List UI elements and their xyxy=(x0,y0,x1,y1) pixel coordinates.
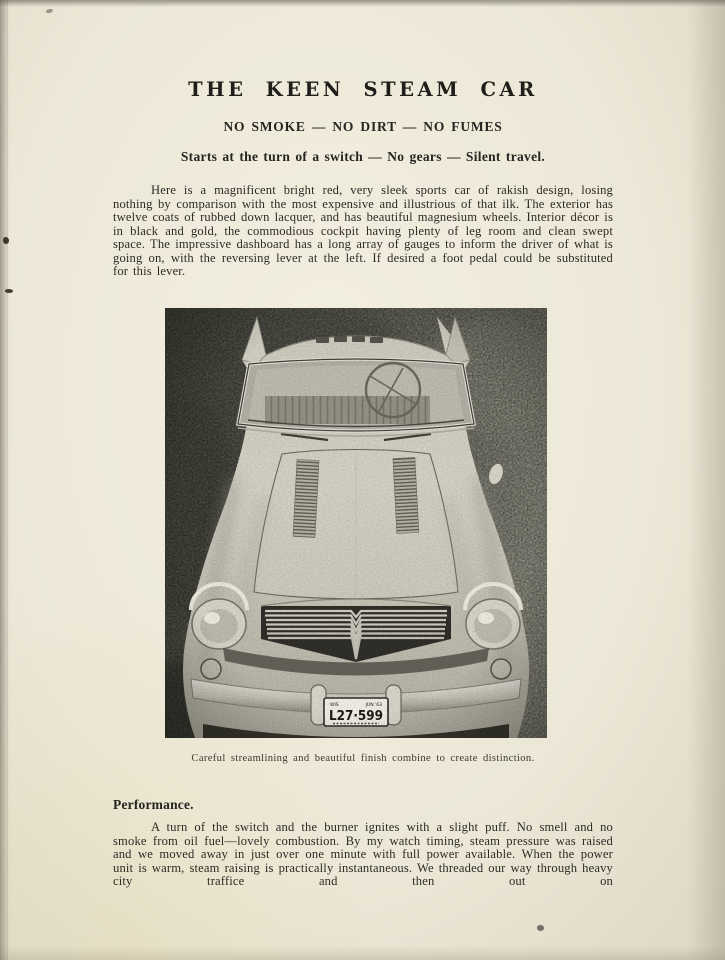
scan-speck xyxy=(46,8,54,14)
scan-speck xyxy=(3,237,9,244)
photo-caption: Careful streamlining and beautiful finish combine to create distinction. xyxy=(191,753,535,764)
scan-crease-line xyxy=(7,0,8,960)
page-tagline: Starts at the turn of a switch — No gears — Silent travel. xyxy=(180,149,546,164)
car-photo xyxy=(165,308,547,738)
page-subtitle: NO SMOKE — NO DIRT — NO FUMES xyxy=(223,119,503,134)
intro-paragraph: Here is a magnificent bright red, very sleek sports car of rakish design, losing nothing by comparison with the most expensive and illustrious of that ilk. The exterior has twelve coats of rubbed down lacquer, and has beautiful magnesium wheels. Interior décor is in black and gold, the commodious cockpit having plenty of leg room and clean swept space. The impressive dashboard has a long array of gauges to inform the driver of what is going on, with the reversing lever at the left. If desired a foot pedal could be substituted for this lever. xyxy=(113,183,613,278)
performance-heading: Performance. xyxy=(113,797,194,812)
car-photo-figure xyxy=(165,308,547,738)
page-title: THE KEEN STEAM CAR xyxy=(188,78,538,101)
scan-speck xyxy=(5,289,13,293)
performance-paragraph: A turn of the switch and the burner ignites with a slight puff. No smell and no smoke from oil fuel—lovely combustion. By my watch timing, steam pressure was raised and we moved away in just over one minute with full power available. When the power unit is warm, steam raising is practically instantaneous. We threaded our way through heavy city traffice and then out on xyxy=(113,820,613,888)
scan-speck xyxy=(537,925,544,931)
